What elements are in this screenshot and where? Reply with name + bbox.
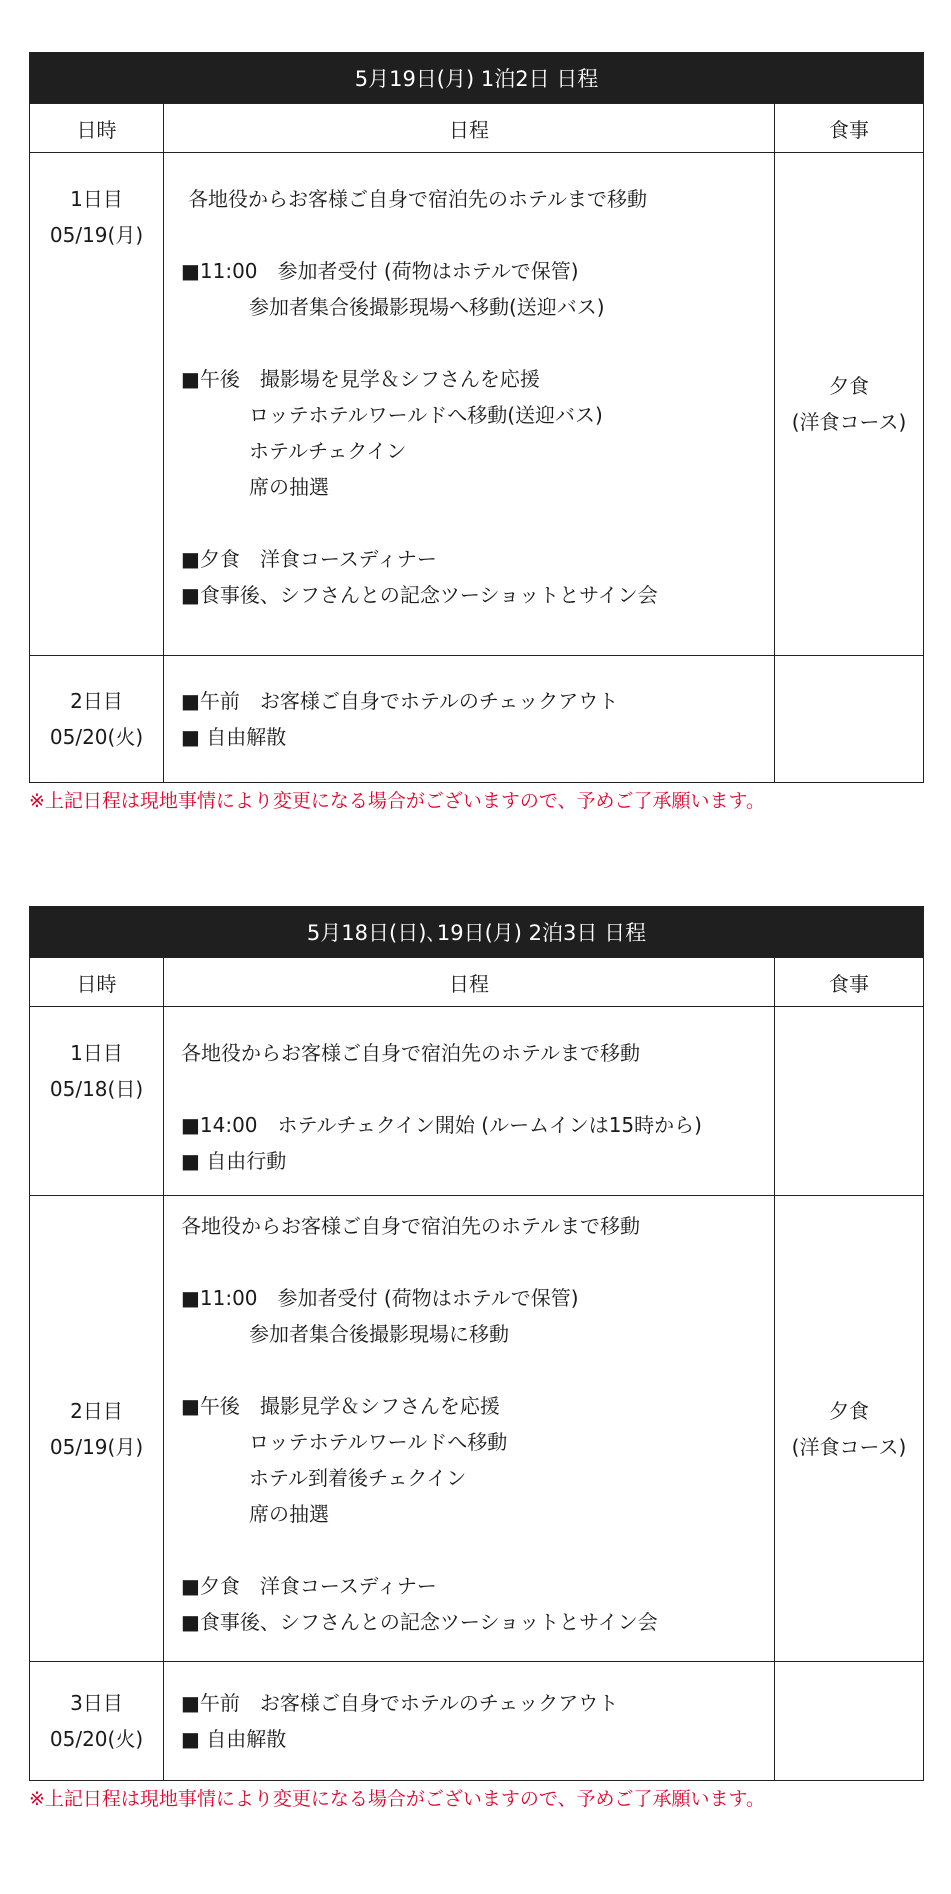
schedule-line: ■ 自由解散	[181, 1727, 287, 1751]
day-label: 1日目	[70, 1041, 123, 1065]
schedule-line: ロッテホテルワールドへ移動(送迎バス)	[249, 403, 603, 427]
schedule-cell	[164, 1007, 775, 1196]
header-date: 日時	[30, 958, 164, 1007]
schedule-line: ロッテホテルワールドへ移動	[249, 1430, 508, 1454]
table-row	[30, 153, 924, 656]
schedule-line: ■11:00 参加者受付 (荷物はホテルで保管)	[181, 1286, 579, 1310]
schedule-line: ホテル到着後チェクイン	[249, 1466, 467, 1490]
schedule-line: 席の抽選	[249, 1502, 329, 1526]
date-cell	[30, 656, 164, 783]
schedule-cell	[164, 1662, 775, 1781]
schedule-table-plan1	[29, 52, 924, 783]
schedule-line: ■午後 撮影場を見学＆シフさんを応援	[181, 367, 540, 391]
table-title: 5月19日(月) 1泊2日 日程	[30, 53, 924, 104]
schedule-line: 各地役からお客様ご自身で宿泊先のホテルまで移動	[181, 1214, 640, 1238]
meal-cell	[774, 1007, 923, 1196]
schedule-line: ホテルチェクイン	[249, 439, 407, 463]
meal-label: 夕食	[828, 1398, 869, 1423]
day-label: 2日目	[70, 689, 123, 713]
date-label: 05/19(月)	[49, 223, 144, 247]
schedule-line: ■14:00 ホテルチェクイン開始 (ルームインは15時から)	[181, 1113, 702, 1137]
date-label: 05/20(火)	[49, 725, 144, 749]
schedule-line: ■食事後、シフさんとの記念ツーショットとサイン会	[181, 1610, 658, 1634]
date-cell	[30, 1196, 164, 1662]
disclaimer-note: ※上記日程は現地事情により変更になる場合がございますので、予めご了承願います。	[29, 1788, 766, 1810]
schedule-line: ■午前 お客様ご自身でホテルのチェックアウト	[181, 1691, 619, 1715]
schedule-line: 各地役からお客様ご自身で宿泊先のホテルまで移動	[181, 1041, 640, 1065]
schedule-cell	[164, 656, 775, 783]
schedule-line: 参加者集合後撮影現場に移動	[249, 1322, 509, 1346]
meal-sub: (洋食コース)	[791, 1434, 907, 1459]
table-row	[30, 1662, 924, 1781]
schedule-line: ■11:00 参加者受付 (荷物はホテルで保管)	[181, 259, 579, 283]
meal-label: 夕食	[829, 374, 869, 398]
schedule-cell	[164, 153, 775, 656]
table-row	[30, 656, 924, 783]
table-row	[30, 1007, 924, 1196]
schedule-line: ■ 自由解散	[181, 725, 287, 749]
date-label: 05/20(火)	[49, 1727, 144, 1751]
table-row	[30, 1196, 924, 1662]
schedule-line: ■午後 撮影見学＆シフさんを応援	[181, 1394, 500, 1418]
header-meal: 食事	[774, 958, 923, 1007]
schedule-line: ■食事後、シフさんとの記念ツーショットとサイン会	[181, 583, 658, 607]
schedule-line: ■夕食 洋食コースディナー	[181, 1574, 437, 1598]
schedule-line: 席の抽選	[249, 475, 329, 499]
day-label: 2日目	[70, 1398, 123, 1423]
date-cell	[30, 1007, 164, 1196]
meal-cell	[774, 1196, 923, 1662]
schedule-line: ■ 自由行動	[181, 1149, 287, 1173]
meal-sub: (洋食コース)	[791, 410, 907, 434]
meal-cell	[775, 656, 924, 783]
date-cell	[30, 153, 164, 656]
schedule-line: ■午前 お客様ご自身でホテルのチェックアウト	[181, 689, 619, 713]
schedule-line: ■夕食 洋食コースディナー	[181, 547, 437, 571]
schedule-line: 各地役からお客様ご自身で宿泊先のホテルまで移動	[188, 187, 647, 211]
table-title: 5月18日(日)､19日(月) 2泊3日 日程	[30, 907, 924, 958]
header-schedule: 日程	[164, 958, 775, 1007]
date-label: 05/18(日)	[49, 1077, 144, 1101]
schedule-line: 参加者集合後撮影現場へ移動(送迎バス)	[249, 295, 605, 319]
schedule-cell	[164, 1196, 775, 1662]
meal-cell	[775, 153, 924, 656]
day-label: 3日目	[70, 1691, 123, 1715]
day-label: 1日目	[70, 187, 123, 211]
schedule-table-plan2	[29, 906, 924, 1781]
date-cell	[30, 1662, 164, 1781]
header-meal: 食事	[775, 104, 924, 153]
disclaimer-note: ※上記日程は現地事情により変更になる場合がございますので、予めご了承願います。	[29, 790, 766, 812]
date-label: 05/19(月)	[49, 1434, 144, 1459]
header-date: 日時	[30, 104, 164, 153]
meal-cell	[774, 1662, 923, 1781]
header-schedule: 日程	[164, 104, 775, 153]
